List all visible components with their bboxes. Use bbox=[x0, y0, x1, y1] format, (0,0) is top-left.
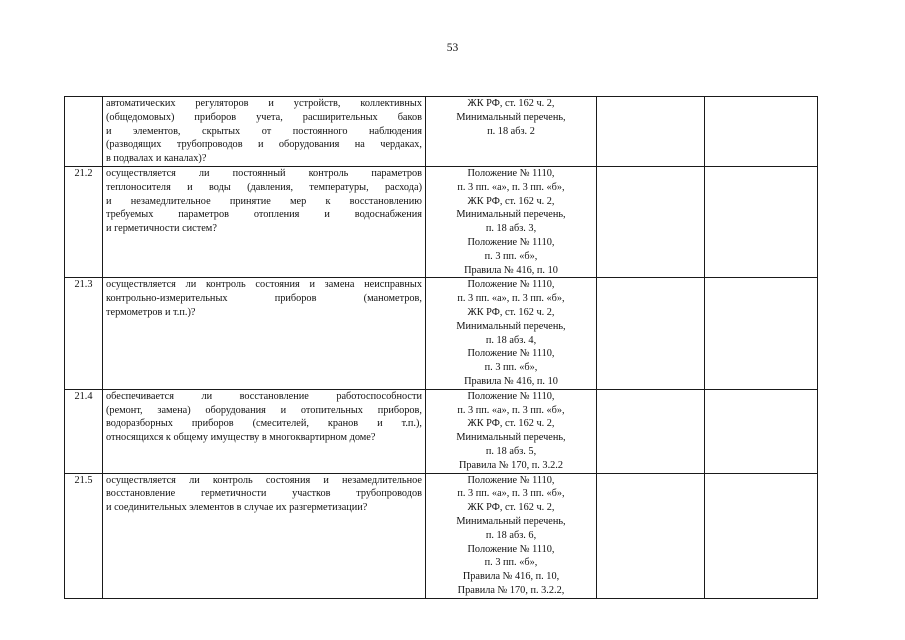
legal-reference-line: Минимальный перечень, bbox=[456, 515, 566, 527]
legal-reference-line: Правила № 170, п. 3.2.2 bbox=[458, 459, 564, 471]
legal-reference-line: п. 3 пп. «а», п. 3 пп. «б», bbox=[457, 404, 565, 416]
legal-reference-line: п. 18 абз. 2 bbox=[487, 125, 535, 137]
question-line: восстановление герметичности участков трубопроводов bbox=[106, 488, 422, 500]
table-row bbox=[65, 278, 818, 389]
item-number-cell: 21.3 bbox=[65, 278, 103, 389]
question-cell bbox=[103, 97, 426, 167]
legal-reference-line: Минимальный перечень, bbox=[456, 432, 566, 444]
legal-reference-cell bbox=[426, 473, 597, 598]
legal-reference-line: Положение № 1110, bbox=[467, 474, 555, 486]
legal-reference-line: п. 18 абз. 3, bbox=[485, 223, 537, 235]
question-line: термометров и т.п.)? bbox=[106, 306, 196, 318]
legal-reference-line: Положение № 1110, bbox=[467, 543, 555, 555]
item-number-cell: 21.5 bbox=[65, 473, 103, 598]
question-line: теплоносителя и воды (давления, температуры, расхода) bbox=[106, 181, 422, 193]
legal-reference-cell bbox=[426, 278, 597, 389]
legal-reference-line: Правила № 416, п. 10, bbox=[462, 571, 560, 583]
answer-cell bbox=[597, 389, 705, 473]
question-line: требуемых параметров отопления и водоснабжения bbox=[106, 209, 422, 221]
legal-reference-line: п. 3 пп. «б», bbox=[484, 250, 538, 262]
legal-reference-line: п. 3 пп. «а», п. 3 пп. «б», bbox=[457, 293, 565, 305]
table-row bbox=[65, 389, 818, 473]
question-line: обеспечивается ли восстановление работоспособности bbox=[106, 390, 422, 402]
question-line: и элементов, скрытых от постоянного наблюдения bbox=[106, 125, 422, 137]
legal-reference-line: п. 3 пп. «а», п. 3 пп. «б», bbox=[457, 488, 565, 500]
legal-reference-line: п. 18 абз. 5, bbox=[485, 445, 537, 457]
legal-reference-line: Правила № 416, п. 10 bbox=[464, 264, 558, 276]
answer-cell bbox=[597, 97, 705, 167]
legal-reference-line: п. 18 абз. 6, bbox=[485, 529, 537, 541]
legal-reference-cell bbox=[426, 97, 597, 167]
legal-reference-line: Положение № 1110, bbox=[467, 279, 555, 291]
question-line: в подвалах и каналах)? bbox=[106, 153, 207, 165]
legal-reference-line: п. 3 пп. «б», bbox=[484, 557, 538, 569]
legal-reference-line: Правила № 416, п. 10 bbox=[464, 375, 558, 387]
table-row bbox=[65, 166, 818, 277]
legal-reference-cell bbox=[426, 389, 597, 473]
question-cell bbox=[103, 278, 426, 389]
legal-reference-line: ЖК РФ, ст. 162 ч. 2, bbox=[467, 195, 555, 207]
question-line: осуществляется ли контроль состояния и незамедлительное bbox=[106, 474, 422, 486]
item-number-cell bbox=[65, 97, 103, 167]
question-line: осуществляется ли контроль состояния и замена неисправных bbox=[106, 279, 422, 291]
question-line: (общедомовых) приборов учета, расширительных баков bbox=[106, 111, 422, 123]
checklist-table bbox=[64, 96, 818, 599]
question-cell bbox=[103, 473, 426, 598]
question-line: и соединительных элементов в случае их разгерметизации? bbox=[106, 502, 368, 514]
note-cell bbox=[705, 278, 818, 389]
item-number-cell: 21.4 bbox=[65, 389, 103, 473]
legal-reference-line: Положение № 1110, bbox=[467, 167, 555, 179]
question-line: и герметичности систем? bbox=[106, 223, 217, 235]
legal-reference-line: ЖК РФ, ст. 162 ч. 2, bbox=[467, 418, 555, 430]
note-cell bbox=[705, 166, 818, 277]
answer-cell bbox=[597, 278, 705, 389]
legal-reference-line: Положение № 1110, bbox=[467, 236, 555, 248]
page-number: 53 bbox=[446, 42, 459, 54]
question-cell bbox=[103, 166, 426, 277]
legal-reference-line: Минимальный перечень, bbox=[456, 209, 566, 221]
question-line: (ремонт, замена) оборудования и отопительных приборов, bbox=[106, 404, 422, 416]
question-line: водоразборных приборов (смесителей, кранов и т.п.), bbox=[106, 418, 422, 430]
item-number-cell: 21.2 bbox=[65, 166, 103, 277]
legal-reference-line: ЖК РФ, ст. 162 ч. 2, bbox=[467, 502, 555, 514]
legal-reference-line: Минимальный перечень, bbox=[456, 320, 566, 332]
legal-reference-line: Положение № 1110, bbox=[467, 348, 555, 360]
legal-reference-line: Правила № 170, п. 3.2.2, bbox=[457, 584, 565, 596]
legal-reference-line: п. 18 абз. 4, bbox=[485, 334, 537, 346]
question-line: и незамедлительное принятие мер к восстановлению bbox=[106, 195, 422, 207]
answer-cell bbox=[597, 166, 705, 277]
question-line: контрольно-измерительных приборов (манометров, bbox=[106, 293, 422, 305]
table-row bbox=[65, 473, 818, 598]
legal-reference-cell bbox=[426, 166, 597, 277]
question-line: автоматических регуляторов и устройств, коллективных bbox=[106, 98, 422, 109]
question-line: осуществляется ли постоянный контроль параметров bbox=[106, 167, 422, 179]
legal-reference-line: ЖК РФ, ст. 162 ч. 2, bbox=[467, 98, 555, 109]
question-line: относящихся к общему имуществу в многоквартирном доме? bbox=[106, 432, 376, 444]
legal-reference-line: п. 3 пп. «б», bbox=[484, 362, 538, 374]
legal-reference-line: Минимальный перечень, bbox=[456, 111, 566, 123]
note-cell bbox=[705, 97, 818, 167]
note-cell bbox=[705, 389, 818, 473]
answer-cell bbox=[597, 473, 705, 598]
table-row bbox=[65, 97, 818, 167]
note-cell bbox=[705, 473, 818, 598]
legal-reference-line: ЖК РФ, ст. 162 ч. 2, bbox=[467, 306, 555, 318]
legal-reference-line: п. 3 пп. «а», п. 3 пп. «б», bbox=[457, 181, 565, 193]
legal-reference-line: Положение № 1110, bbox=[467, 390, 555, 402]
question-cell bbox=[103, 389, 426, 473]
table-body bbox=[65, 97, 818, 599]
question-line: (разводящих трубопроводов и оборудования на чердаках, bbox=[106, 139, 422, 151]
